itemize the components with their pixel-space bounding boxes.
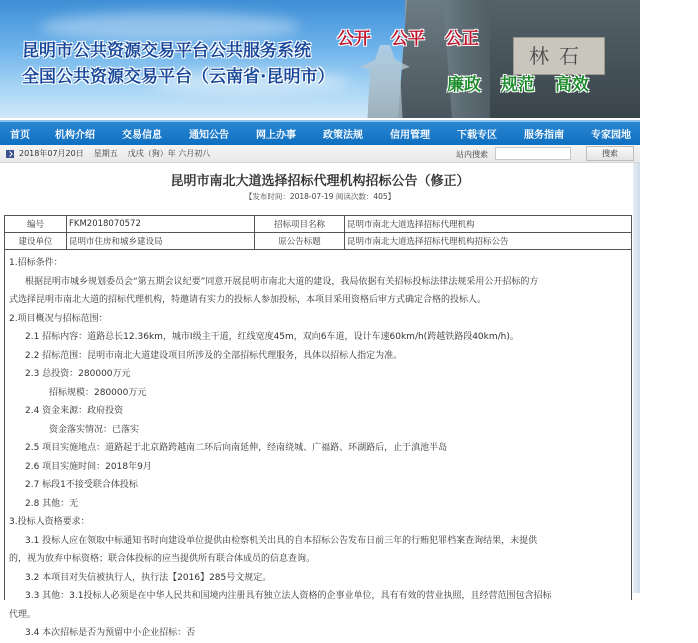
- article-meta: 【发布时间：2018-07-19 阅读次数：405】: [244, 192, 396, 201]
- list-item: 2.1 招标内容：道路总长12.36km，城市I级主干道，红线宽度45m，双向6车道，设计车速60km/h(跨越铁路段40km/h)。: [25, 332, 519, 342]
- announcement-body: [4, 250, 632, 638]
- nav-enterprise-info[interactable]: 企业信息: [658, 130, 698, 141]
- label-number: 编号: [5, 216, 67, 233]
- project-info-table: [4, 215, 632, 250]
- list-item: 招标规模：280000万元: [49, 387, 147, 398]
- date-search-bar: [0, 145, 640, 163]
- list-item: 2.7 标段1不接受联合体投标: [25, 480, 138, 490]
- lunar-date: 戊戌（狗）年 六月初八: [127, 149, 211, 158]
- table-row: [5, 233, 632, 250]
- list-item: 2.2 招标范围：昆明市南北大道建设项目所涉及的全部招标代理服务，具体以招标人指定为准。: [25, 350, 403, 361]
- nav-trade-info[interactable]: 交易信息: [122, 130, 162, 141]
- value-project-name: 昆明市南北大道选择招标代理机构: [345, 216, 632, 233]
- paragraph: 根据昆明市城乡规划委员会“第五期会议纪要”同意开展昆明市南北大道的建设，我局依据有关招标投标法律法规采用公开招标的方: [25, 276, 539, 287]
- search-label: 站内搜索: [456, 150, 488, 159]
- section-heading: 3.投标人资格要求：: [9, 517, 90, 527]
- site-title: 昆明市公共资源交易平台公共服务系统: [22, 41, 311, 61]
- section-heading: 1.招标条件：: [9, 258, 63, 268]
- site-search-input[interactable]: [495, 147, 571, 160]
- label-project-name: 招标项目名称: [255, 216, 345, 233]
- current-date: 2018年07月20日: [19, 149, 84, 158]
- label-original-title: 原公告标题: [255, 233, 345, 250]
- value-builder: 昆明市住房和城乡建设局: [67, 233, 255, 250]
- list-item: 的，视为放弃中标资格；联合体投标的应当提供所有联合体成员的信息查询。: [9, 554, 316, 564]
- list-item: 2.8 其他：无: [25, 498, 79, 509]
- list-item: 2.6 项目实施时间：2018年9月: [25, 461, 152, 472]
- slogan-integrity: 廉政 规范 高效: [447, 75, 589, 95]
- nav-notices[interactable]: 通知公告: [189, 130, 229, 141]
- nav-experts[interactable]: 专家园地: [591, 130, 631, 141]
- nav-about[interactable]: 机构介绍: [55, 130, 95, 141]
- list-item: 3.3 其他：3.1投标人必须是在中华人民共和国境内注册具有独立法人资格的企事业单位，具有有效的营业执照，且经营范围包含招标: [25, 591, 552, 601]
- site-subtitle: 全国公共资源交易平台（云南省·昆明市）: [22, 67, 335, 87]
- list-item: 3.2 本项目对失信被执行人，执行法【2016】285号文规定。: [25, 572, 272, 583]
- page-edge-strip: [633, 163, 640, 593]
- section-heading: 2.项目概况与招标范围：: [9, 313, 108, 324]
- nav-home[interactable]: 首页: [10, 130, 30, 141]
- calendar-icon: [6, 150, 14, 158]
- list-item: 2.3 总投资：280000万元: [25, 369, 131, 379]
- article-title: 昆明市南北大道选择招标代理机构招标公告（修正）: [170, 174, 470, 189]
- label-builder: 建设单位: [5, 233, 67, 250]
- main-nav: [0, 120, 698, 145]
- current-weekday: 星期五: [93, 149, 118, 158]
- nav-credit[interactable]: 信用管理: [390, 130, 430, 141]
- list-item: 2.4 资金来源：政府投资: [25, 406, 124, 416]
- stone-forest-sign: 林石: [513, 37, 605, 75]
- nav-service-guide[interactable]: 服务指南: [524, 130, 564, 141]
- nav-downloads[interactable]: 下载专区: [457, 130, 497, 141]
- nav-online-services[interactable]: 网上办事: [256, 130, 296, 141]
- list-item: 2.5 项目实施地点：道路起于北京路跨越南二环后向南延伸，经南绕城、广福路、环湖路后，止于滇池半岛: [25, 443, 448, 453]
- list-item: 3.1 投标人应在领取中标通知书时向建设单位提供由检察机关出具的自本招标公告发布日前三年的行贿犯罪档案查询结果，未提供: [25, 535, 538, 546]
- list-item: 代理。: [9, 609, 37, 620]
- value-number: FKM2018070572: [67, 216, 255, 233]
- list-item: 3.4 本次招标是否为预留中小企业招标：否: [25, 628, 196, 638]
- search-button[interactable]: 搜索: [586, 146, 634, 161]
- value-original-title: 昆明市南北大道选择招标代理机构招标公告: [345, 233, 632, 250]
- slogan-fairness: 公开 公平 公正: [337, 29, 479, 49]
- site-banner: [0, 0, 640, 118]
- table-row: [5, 216, 632, 233]
- paragraph: 式选择昆明市南北大道的招标代理机构，特邀请有实力的投标人参加投标，本项目采用资格后审方式确定合格的投标人。: [9, 295, 487, 305]
- nav-policies[interactable]: 政策法规: [323, 130, 363, 141]
- list-item: 资金落实情况：已落实: [49, 424, 140, 435]
